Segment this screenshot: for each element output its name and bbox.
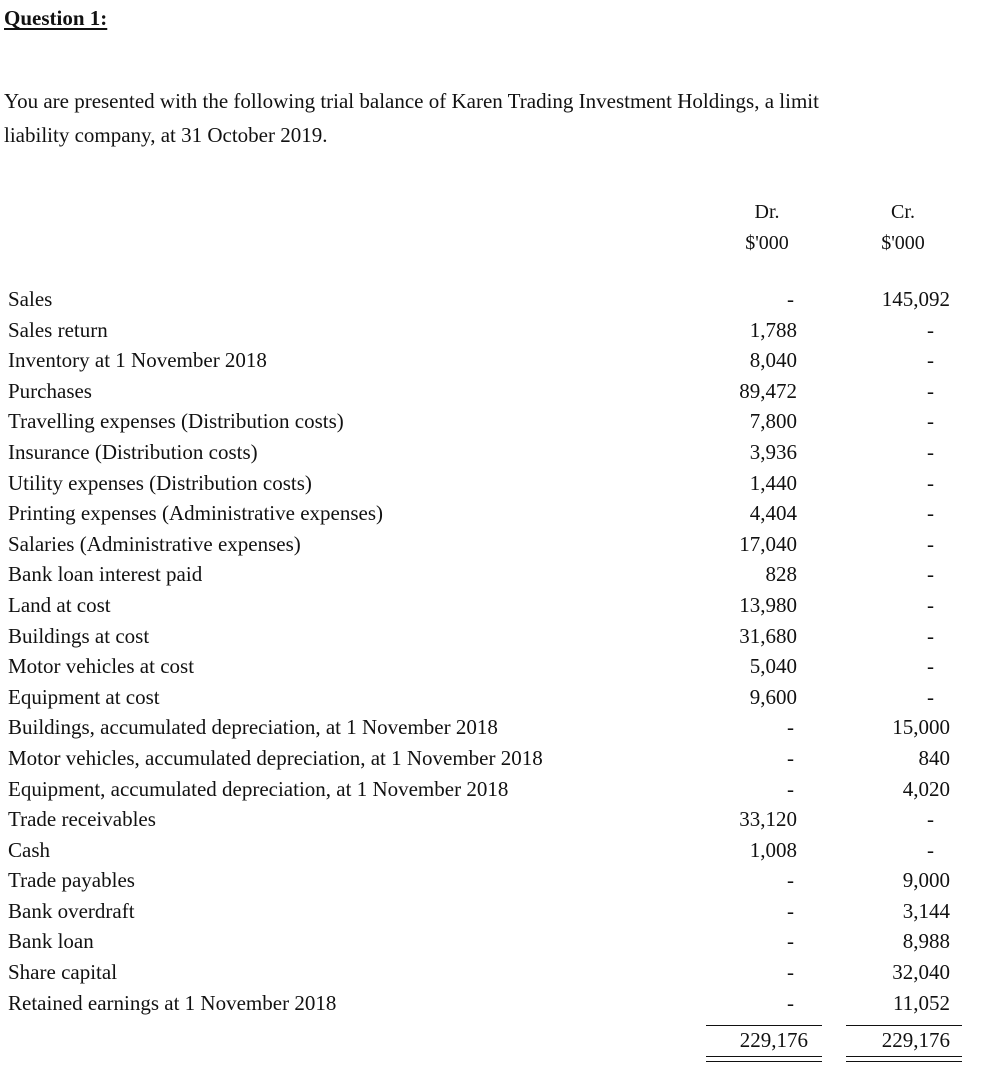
table-row [0, 377, 982, 408]
debit-amount: 1,008 [749, 837, 797, 862]
debit-column-header [707, 197, 827, 259]
account-name: Equipment at cost [8, 684, 160, 709]
credit-amount: 11,052 [893, 990, 950, 1015]
credit-amount: 15,000 [892, 715, 950, 740]
debit-amount: - [787, 868, 794, 893]
debit-amount: 1,788 [749, 317, 797, 342]
credit-amount: - [927, 684, 934, 709]
account-name: Trade receivables [8, 807, 156, 832]
account-name: Motor vehicles at cost [8, 654, 195, 679]
credit-amount: - [927, 837, 934, 862]
debit-amount: - [787, 929, 794, 954]
table-row [0, 836, 982, 867]
account-name: Bank loan [8, 929, 94, 954]
intro-line-1: You are presented with the following trial balance of Karen Trading Investment Holdings, a limit [4, 89, 819, 113]
debit-total-double-rule-top [706, 1056, 822, 1057]
table-row [0, 407, 982, 438]
table-row [0, 897, 982, 928]
debit-amount: 4,404 [749, 501, 797, 526]
table-row [0, 927, 982, 958]
debit-amount: 89,472 [739, 378, 797, 403]
debit-amount: 8,040 [749, 348, 797, 373]
credit-amount: 840 [918, 745, 950, 770]
account-name: Cash [8, 837, 50, 862]
account-name: Sales [8, 287, 53, 311]
debit-amount: 7,800 [749, 409, 797, 434]
table-row [0, 775, 982, 806]
debit-amount: - [787, 715, 794, 740]
credit-amount: 9,000 [902, 868, 950, 893]
account-name: Purchases [8, 378, 92, 403]
account-name: Utility expenses (Distribution costs) [8, 470, 312, 495]
table-row [0, 989, 982, 1020]
account-name: Motor vehicles, accumulated depreciation, at 1 November 2018 [8, 745, 543, 770]
debit-amount: - [787, 776, 794, 801]
debit-total-double-rule-bottom [706, 1061, 822, 1062]
account-name: Bank loan interest paid [8, 562, 203, 587]
intro-paragraph [4, 84, 982, 152]
table-row [0, 744, 982, 775]
table-row [0, 285, 982, 316]
table-row [0, 591, 982, 622]
account-name: Bank overdraft [8, 898, 135, 923]
debit-amount: - [787, 898, 794, 923]
debit-amount: 9,600 [749, 684, 797, 709]
account-name: Salaries (Administrative expenses) [8, 531, 301, 556]
trial-balance-table [0, 285, 982, 1019]
table-row [0, 560, 982, 591]
account-name: Equipment, accumulated depreciation, at 1 November 2018 [8, 776, 509, 801]
table-row [0, 346, 982, 377]
credit-amount: 32,040 [892, 960, 950, 985]
debit-amount: - [787, 745, 794, 770]
account-name: Trade payables [8, 868, 135, 893]
debit-amount: 33,120 [739, 807, 797, 832]
credit-amount: - [927, 317, 934, 342]
table-row [0, 958, 982, 989]
debit-amount: 3,936 [749, 439, 797, 464]
credit-column-title: Cr. [891, 201, 915, 223]
table-row [0, 683, 982, 714]
debit-amount: - [787, 287, 794, 311]
credit-amount: - [927, 654, 934, 679]
credit-total-double-rule-top [846, 1056, 962, 1057]
debit-amount: - [787, 990, 794, 1015]
debit-total: 229,176 [739, 1028, 808, 1052]
debit-amount: 5,040 [749, 654, 797, 679]
credit-amount: - [927, 409, 934, 434]
table-row [0, 438, 982, 469]
debit-amount: 31,680 [739, 623, 797, 648]
table-row [0, 316, 982, 347]
account-name: Inventory at 1 November 2018 [8, 348, 267, 373]
account-name: Printing expenses (Administrative expenses) [8, 501, 384, 526]
account-name: Sales return [8, 317, 108, 342]
credit-amount: - [927, 470, 934, 495]
credit-amount: 145,092 [881, 287, 950, 311]
table-row [0, 866, 982, 897]
credit-amount: - [927, 378, 934, 403]
account-name: Retained earnings at 1 November 2018 [8, 990, 337, 1015]
account-name: Buildings, accumulated depreciation, at 1 November 2018 [8, 715, 498, 740]
credit-amount: 4,020 [902, 776, 950, 801]
debit-column-unit: $'000 [745, 232, 789, 254]
debit-amount: - [787, 960, 794, 985]
account-name: Buildings at cost [8, 623, 150, 648]
table-row [0, 652, 982, 683]
debit-amount: 17,040 [739, 531, 797, 556]
account-name: Land at cost [8, 592, 111, 617]
credit-amount: - [927, 562, 934, 587]
debit-subtotal-rule [706, 1025, 822, 1026]
table-row [0, 499, 982, 530]
credit-column-header [843, 197, 963, 259]
account-name: Travelling expenses (Distribution costs) [8, 409, 344, 434]
credit-amount: - [927, 592, 934, 617]
account-name: Share capital [8, 960, 118, 985]
table-row [0, 713, 982, 744]
debit-amount: 1,440 [749, 470, 797, 495]
credit-amount: 3,144 [902, 898, 950, 923]
credit-column-unit: $'000 [881, 232, 925, 254]
table-row [0, 469, 982, 500]
credit-amount: - [927, 348, 934, 373]
credit-total-double-rule-bottom [846, 1061, 962, 1062]
question-heading: Question 1: [4, 6, 108, 30]
credit-amount: - [927, 807, 934, 832]
account-name: Insurance (Distribution costs) [8, 439, 258, 464]
credit-total: 229,176 [881, 1028, 950, 1052]
intro-line-2: liability company, at 31 October 2019. [4, 123, 328, 147]
debit-amount: 13,980 [739, 592, 797, 617]
debit-amount: 828 [765, 562, 797, 587]
credit-amount: - [927, 439, 934, 464]
credit-amount: 8,988 [902, 929, 950, 954]
credit-amount: - [927, 623, 934, 648]
credit-amount: - [927, 531, 934, 556]
debit-column-title: Dr. [754, 201, 780, 223]
table-row [0, 530, 982, 561]
credit-subtotal-rule [846, 1025, 962, 1026]
table-row [0, 805, 982, 836]
table-row [0, 622, 982, 653]
credit-amount: - [927, 501, 934, 526]
